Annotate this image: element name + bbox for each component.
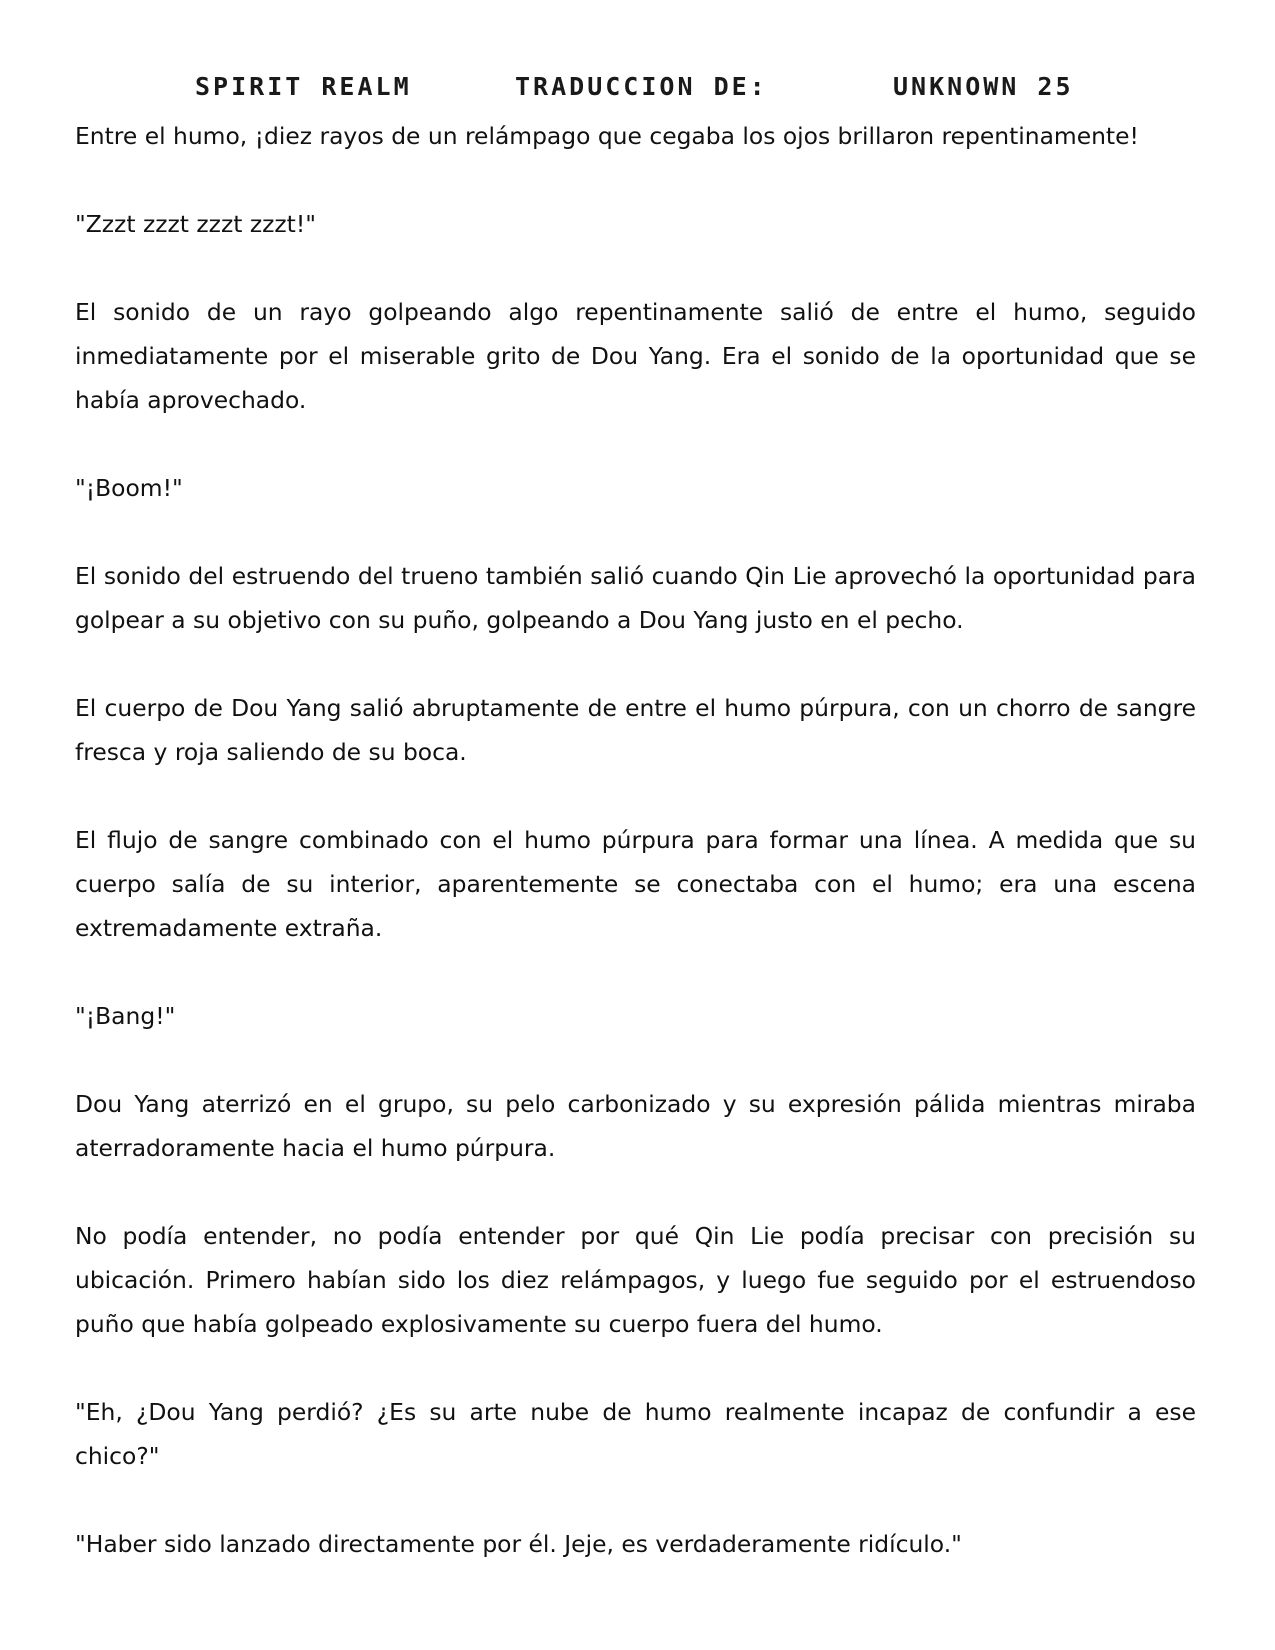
header-translator: UNKNOWN 25: [893, 72, 1074, 101]
paragraph: El cuerpo de Dou Yang salió abruptamente de entre el humo púrpura, con un chorro de sangre fresca y roja saliendo de su boca.: [75, 694, 1196, 766]
document-body: [75, 114, 1196, 1610]
paragraph: "Eh, ¿Dou Yang perdió? ¿Es su arte nube de humo realmente incapaz de confundir a ese chico?": [75, 1398, 1196, 1470]
paragraph: "Haber sido lanzado directamente por él. Jeje, es verdaderamente ridículo.": [75, 1530, 962, 1558]
paragraph: "¡Bang!": [75, 1002, 176, 1030]
paragraph: Dou Yang aterrizó en el grupo, su pelo carbonizado y su expresión pálida mientras miraba aterradoramente hacia el humo púrpura.: [75, 1090, 1196, 1162]
header-credit-label: TRADUCCION DE:: [515, 72, 768, 101]
paragraph: El flujo de sangre combinado con el humo púrpura para formar una línea. A medida que su cuerpo salía de su interior, aparentemente se conectaba con el humo; era una escena extremadamente extraña.: [75, 826, 1196, 942]
paragraph: Entre el humo, ¡diez rayos de un relámpago que cegaba los ojos brillaron repentinamente!: [75, 122, 1139, 150]
paragraph: "Zzzt zzzt zzzt zzzt!": [75, 210, 316, 238]
paragraph: El sonido del estruendo del trueno también salió cuando Qin Lie aprovechó la oportunidad para golpear a su objetivo con su puño, golpeando a Dou Yang justo en el pecho.: [75, 562, 1196, 634]
page-header: [0, 72, 1275, 108]
header-site-name: SPIRIT REALM: [195, 72, 412, 101]
paragraph: No podía entender, no podía entender por qué Qin Lie podía precisar con precisión su ubicación. Primero habían sido los diez relámpagos, y luego fue seguido por el estruendoso puño que había golpeado explosivamente su cuerpo fuera del humo.: [75, 1222, 1196, 1338]
paragraph: "¡Boom!": [75, 474, 183, 502]
paragraph: El sonido de un rayo golpeando algo repentinamente salió de entre el humo, seguido inmediatamente por el miserable grito de Dou Yang. Era el sonido de la oportunidad que se había aprovechado.: [75, 298, 1196, 414]
